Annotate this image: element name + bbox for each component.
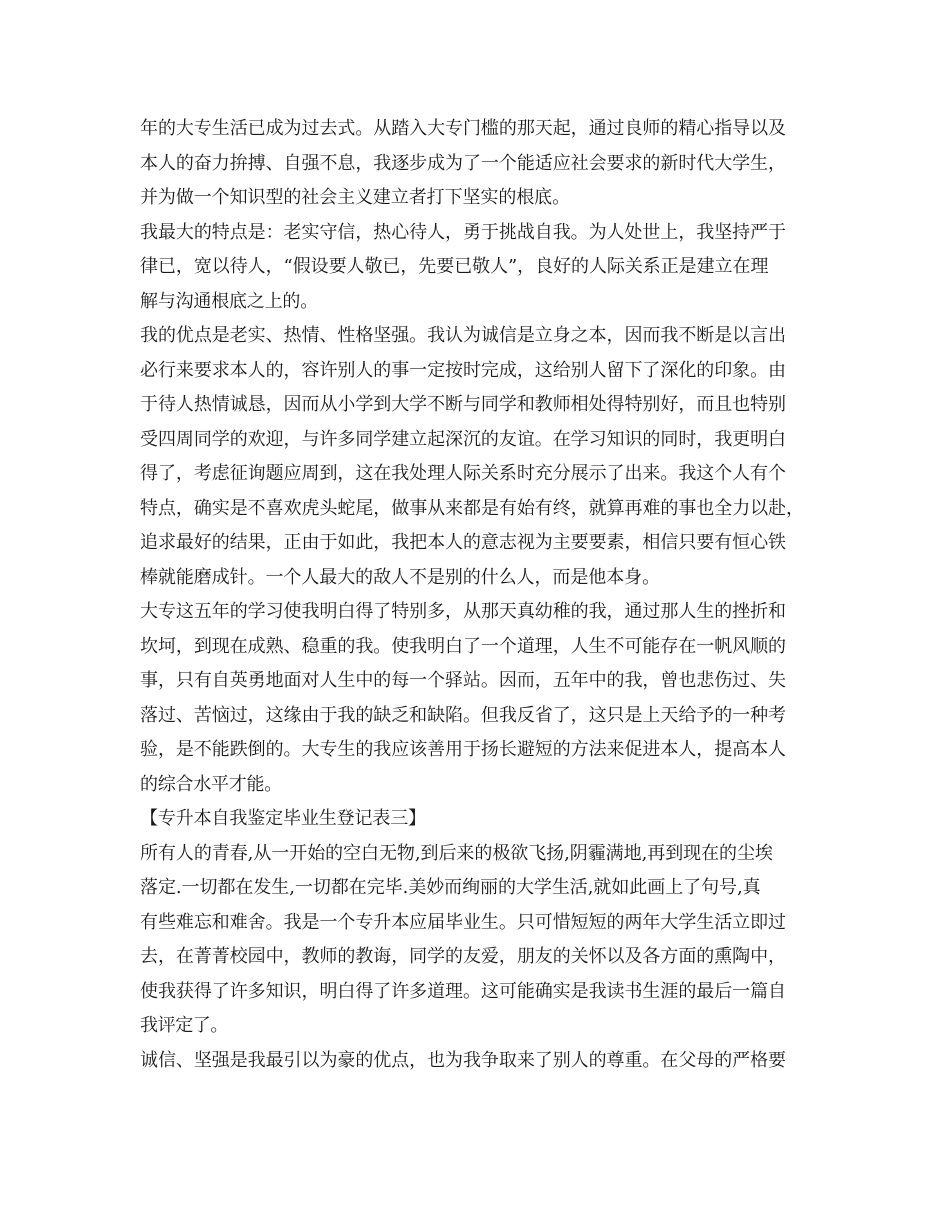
text-line: 有些难忘和难舍。我是一个专升本应届毕业生。只可惜短短的两年大学生活立即过 <box>140 911 786 933</box>
text-line: 我的优点是老实、热情、性格坚强。我认为诚信是立身之本，因而我不断是以言出 <box>140 325 786 346</box>
text-line: 特点，确实是不喜欢虎头蛇尾，做事从来都是有始有终，就算再难的事也全力以赴， <box>140 497 804 519</box>
text-line: 追求最好的结果，正由于如此，我把本人的意志视为主要要素，相信只要有恒心铁 <box>140 532 786 553</box>
text-line: 棒就能磨成针。一个人最大的敌人不是别的什么人，而是他本身。 <box>140 566 660 588</box>
text-line: 去，在菁菁校园中，教师的教诲，同学的友爱，朋友的关怀以及各方面的熏陶中， <box>140 946 786 967</box>
text-line: 所有人的青春,从一开始的空白无物,到后来的极欲飞扬,阴霾满地,再到现在的尘埃 <box>140 842 773 864</box>
text-line: 落定.一切都在发生,一切都在完毕.美妙而绚丽的大学生活,就如此画上了句号,真 <box>140 877 761 898</box>
text-line: 验，是不能跌倒的。大专生的我应该善用于扬长避短的方法来促进本人，提高本人 <box>140 739 786 760</box>
text-line: 使我获得了许多知识，明白得了许多道理。这可能确实是我读书生涯的最后一篇自 <box>140 980 786 1002</box>
text-line: 我评定了。 <box>140 1015 228 1036</box>
text-line: 诚信、坚强是我最引以为豪的优点，也为我争取来了别人的尊重。在父母的严格要 <box>140 1049 786 1071</box>
text-line: 年的大专生活已成为过去式。从踏入大专门槛的那天起，通过良师的精心指导以及 <box>140 118 786 139</box>
text-line: 于待人热情诚恳，因而从小学到大学不断与同学和教师相处得特别好，而且也特别 <box>140 394 786 415</box>
text-line: 坎坷，到现在成熟、稳重的我。使我明白了一个道理，人生不可能存在一帆风顺的 <box>140 635 786 657</box>
text-line: 的综合水平才能。 <box>140 773 282 795</box>
text-line: 并为做一个知识型的社会主义建立者打下坚实的根底。 <box>140 187 571 208</box>
text-line: 【专升本自我鉴定毕业生登记表三】 <box>140 808 426 829</box>
text-line: 我最大的特点是：老实守信，热心待人，勇于挑战自我。为人处世上，我坚持严于 <box>140 221 786 243</box>
text-line: 得了，考虑征询题应周到，这在我处理人际关系时充分展示了出来。我这个人有个 <box>140 463 786 484</box>
text-line: 解与沟通根底之上的。 <box>140 290 318 312</box>
document-body <box>140 112 820 1078</box>
text-line: 大专这五年的学习使我明白得了特别多，从那天真幼稚的我，通过那人生的挫折和 <box>140 601 786 622</box>
text-line: 本人的奋力拚搏、自强不息，我逐步成为了一个能适应社会要求的新时代大学生， <box>140 152 786 174</box>
text-line: 必行来要求本人的，容许别人的事一定按时完成，这给别人留下了深化的印象。由 <box>140 359 786 381</box>
text-line: 事，只有自英勇地面对人生中的每一个驿站。因而，五年中的我，曾也悲伤过、失 <box>140 670 786 691</box>
text-line: 受四周同学的欢迎，与许多同学建立起深沉的友谊。在学习知识的同时，我更明白 <box>140 428 786 450</box>
text-line: 律已，宽以待人，“假设要人敬已，先要已敬人”，良好的人际关系正是建立在理 <box>140 256 769 277</box>
text-line: 落过、苦恼过，这缘由于我的缺乏和缺陷。但我反省了，这只是上天给予的一种考 <box>140 704 786 726</box>
